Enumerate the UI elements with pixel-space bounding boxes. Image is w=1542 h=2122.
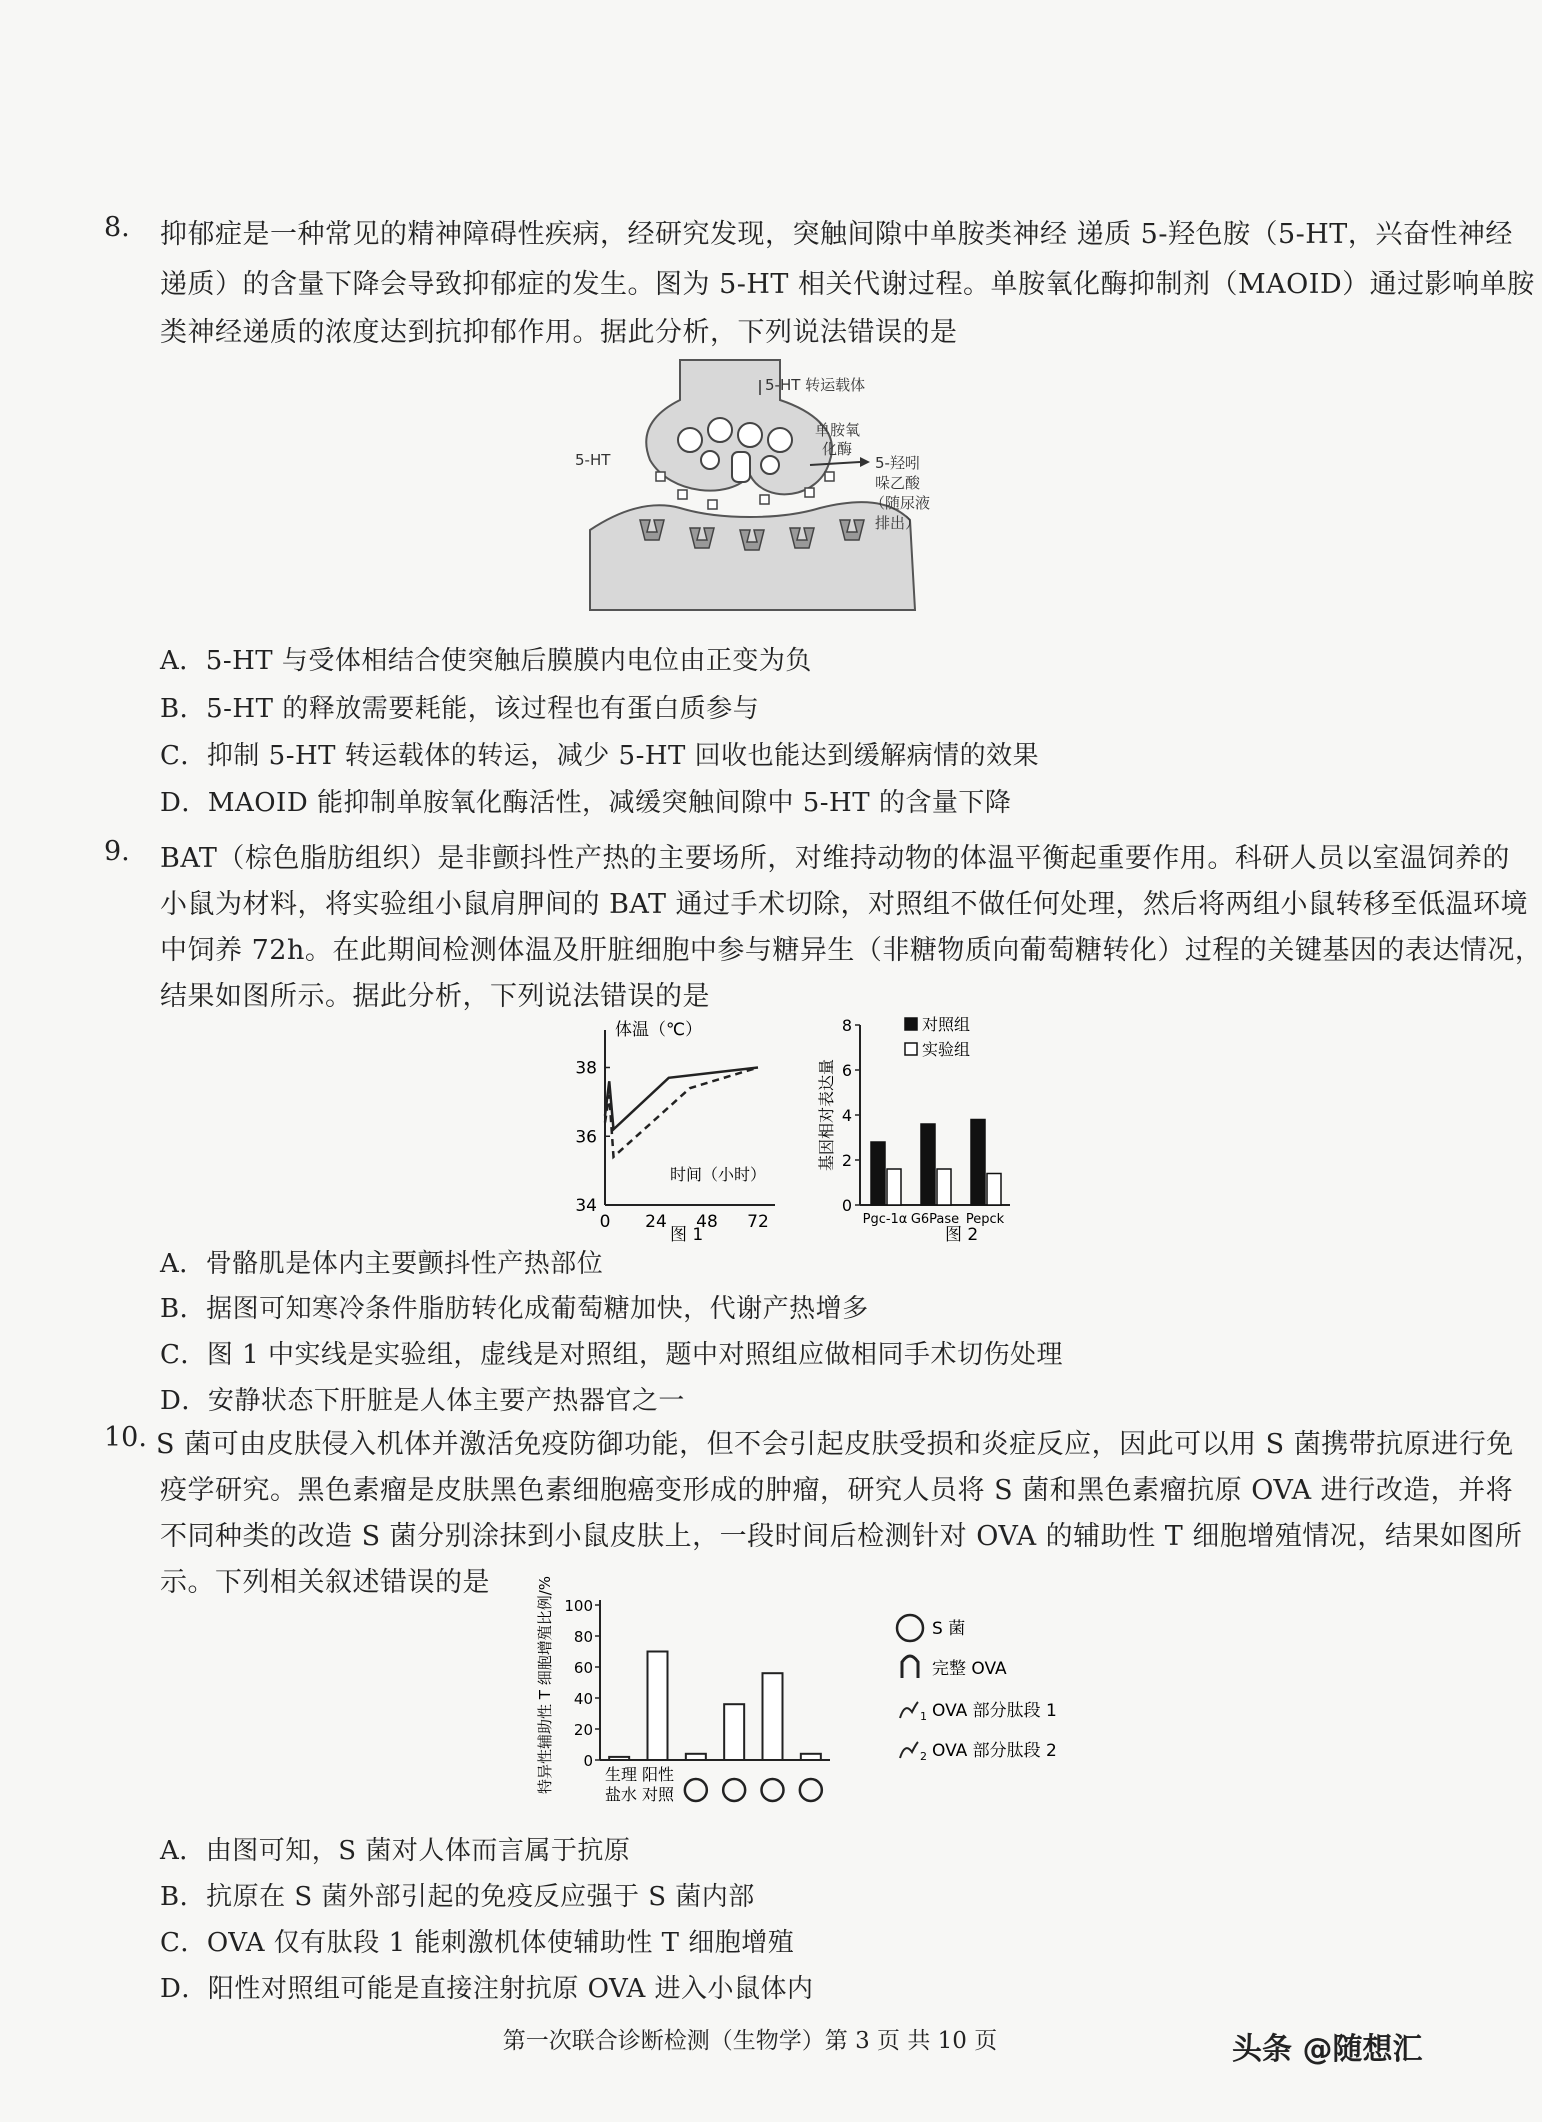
- fig3-s-bacteria-icon: [685, 1779, 707, 1801]
- x-label-positive-1: 阳性: [642, 1765, 675, 1784]
- fig3-bar: [801, 1754, 821, 1760]
- q9-line-1: BAT（棕色脂肪组织）是非颤抖性产热的主要场所，对维持动物的体温平衡起重要作用。科研人员以室温饲养的: [160, 843, 1510, 874]
- legend-p1-icon: [900, 1702, 918, 1718]
- fig2-bar-experiment: [887, 1169, 901, 1205]
- fig3-y-tick-label: 100: [564, 1597, 593, 1615]
- fig3-s-bacteria-icon: [723, 1779, 745, 1801]
- svg-text:1: 1: [920, 1710, 927, 1723]
- fig1-y-tick-label: 34: [575, 1196, 597, 1216]
- q8-option-d: D．MAOID 能抑制单胺氧化酶活性，减缓突触间隙中 5-HT 的含量下降: [160, 788, 1012, 818]
- fig3-s-bacteria-icon: [762, 1779, 784, 1801]
- legend-s-icon: [897, 1615, 923, 1641]
- fig1-series-dashed: [605, 1068, 758, 1157]
- q8-line-3: 类神经递质的浓度达到抗抑郁作用。据此分析，下列说法错误的是: [160, 317, 958, 348]
- fig1-x-tick-label: 24: [645, 1212, 667, 1232]
- fig2-legend-label: 对照组: [922, 1015, 971, 1034]
- fig3-y-tick-label: 0: [583, 1752, 593, 1770]
- legend-s: S 菌: [932, 1619, 966, 1639]
- body-temperature-chart: [560, 1010, 790, 1250]
- legend-p2-icon: [900, 1742, 918, 1758]
- postsynaptic-membrane: [590, 502, 915, 610]
- q10-line-1: S 菌可由皮肤侵入机体并激活免疫防御功能，但不会引起皮肤受损和炎症反应，因此可以用 S 菌携带抗原进行免: [156, 1429, 1514, 1460]
- q10-option-d: D．阳性对照组可能是直接注射抗原 OVA 进入小鼠体内: [160, 1974, 814, 2004]
- fig3-bar: [609, 1757, 629, 1760]
- fig2-legend-swatch: [905, 1043, 917, 1055]
- fig1-xlabel: 时间（小时）: [670, 1165, 767, 1184]
- fig1-x-tick-label: 0: [599, 1212, 611, 1232]
- fig3-y-tick-label: 40: [573, 1690, 593, 1708]
- q10-number: 10.: [104, 1422, 147, 1453]
- q10-option-c: C．OVA 仅有肽段 1 能刺激机体使辅助性 T 细胞增殖: [160, 1928, 795, 1958]
- q9-line-3: 中饲养 72h。在此期间检测体温及肝脏细胞中参与糖异生（非糖物质向葡萄糖转化）过程的关键基因的表达情况，: [160, 935, 1542, 966]
- fig2-category-label: Pgc-1α: [862, 1212, 908, 1227]
- legend-ova: 完整 OVA: [932, 1659, 1007, 1679]
- t-cell-proliferation-chart: [520, 1575, 1080, 1820]
- fig3-y-tick-label: 80: [573, 1628, 593, 1646]
- fig1-series-solid: [605, 1068, 758, 1130]
- fig1-x-tick-label: 48: [696, 1212, 718, 1232]
- q9-option-a: A．骨骼肌是体内主要颤抖性产热部位: [160, 1249, 604, 1279]
- fig2-category-label: G6Pase: [910, 1212, 960, 1227]
- q9-option-b: B．据图可知寒冷条件脂肪转化成葡萄糖加快，代谢产热增多: [160, 1294, 869, 1324]
- q10-line-3: 不同种类的改造 S 菌分别涂抹到小鼠皮肤上，一段时间后检测针对 OVA 的辅助性 T 细胞增殖情况，结果如图所: [160, 1521, 1523, 1552]
- fig3-bar: [724, 1704, 744, 1760]
- fig3-y-tick-label: 20: [573, 1721, 593, 1739]
- q9-number: 9.: [104, 836, 130, 867]
- svg-text:2: 2: [920, 1750, 927, 1763]
- x-label-saline-2: 盐水: [605, 1785, 638, 1804]
- fig1-y-tick-label: 36: [575, 1127, 597, 1148]
- q10-option-a: A．由图可知，S 菌对人体而言属于抗原: [160, 1836, 631, 1866]
- fig3-ylabel: 特异性辅助性 T 细胞增殖比例/%: [536, 1575, 554, 1795]
- legend-p2: OVA 部分肽段 2: [932, 1741, 1057, 1761]
- q8-option-b: B．5-HT 的释放需要耗能，该过程也有蛋白质参与: [160, 694, 760, 724]
- synapse-diagram: [560, 360, 980, 610]
- fig2-bar-experiment: [937, 1169, 951, 1205]
- fig2-y-tick-label: 6: [841, 1061, 852, 1080]
- fig2-bar-experiment: [987, 1174, 1001, 1206]
- label-product-3: （随尿液: [870, 494, 931, 512]
- q9-option-d: D．安静状态下肝脏是人体主要产热器官之一: [160, 1386, 685, 1416]
- fig1-ylabel: 体温（℃）: [615, 1020, 703, 1040]
- q9-line-2: 小鼠为材料，将实验组小鼠肩胛间的 BAT 通过手术切除，对照组不做任何处理，然后将两组小鼠转移至低温环境: [160, 889, 1529, 920]
- legend-p1: OVA 部分肽段 1: [932, 1701, 1057, 1721]
- label-product-4: 排出）: [875, 514, 921, 532]
- q10-option-b: B．抗原在 S 菌外部引起的免疫反应强于 S 菌内部: [160, 1882, 755, 1912]
- fig2-y-tick-label: 0: [841, 1196, 852, 1215]
- fig3-bar: [648, 1652, 668, 1761]
- watermark-brand: 头条 @随想汇: [1232, 2032, 1423, 2067]
- label-transporter: 5-HT 转运载体: [765, 376, 866, 394]
- q10-line-2: 疫学研究。黑色素瘤是皮肤黑色素细胞癌变形成的肿瘤，研究人员将 S 菌和黑色素瘤抗原 OVA 进行改造，并将: [160, 1475, 1514, 1506]
- fig2-legend-swatch: [905, 1018, 917, 1030]
- q10-line-4: 示。下列相关叙述错误的是: [160, 1567, 490, 1598]
- fig2-y-tick-label: 8: [841, 1016, 852, 1035]
- label-product-1: 5-羟吲: [875, 454, 920, 472]
- label-mao-2: 化酶: [822, 440, 853, 458]
- fig1-y-tick-label: 38: [575, 1058, 597, 1079]
- fig2-y-tick-label: 2: [841, 1151, 852, 1170]
- fig2-legend-label: 实验组: [922, 1040, 971, 1059]
- page-footer: 第一次联合诊断检测（生物学）第 3 页 共 10 页: [502, 2028, 998, 2054]
- fig3-bar: [763, 1673, 783, 1760]
- fig3-y-tick-label: 60: [573, 1659, 593, 1677]
- fig2-ylabel: 基因相对表达量: [817, 1058, 836, 1172]
- q9-line-4: 结果如图所示。据此分析，下列说法错误的是: [160, 981, 710, 1012]
- fig3-legend: [897, 1615, 1057, 1763]
- q8-line-1: 抑郁症是一种常见的精神障碍性疾病，经研究发现，突触间隙中单胺类神经 递质 5-羟色胺（5-HT，兴奋性神经: [160, 219, 1513, 250]
- fig2-category-label: Pepck: [965, 1212, 1005, 1227]
- label-mao-1: 单胺氧: [815, 421, 861, 439]
- gene-expression-chart: [817, 1010, 1020, 1250]
- x-label-saline-1: 生理: [605, 1765, 638, 1784]
- fig2-caption: 图 2: [945, 1225, 979, 1245]
- fig2-bar-control: [921, 1124, 935, 1205]
- fig3-bar: [686, 1754, 706, 1760]
- fig1-caption: 图 1: [670, 1225, 704, 1245]
- fig2-bar-control: [971, 1120, 985, 1206]
- q8-option-c: C．抑制 5-HT 转运载体的转运，减少 5-HT 回收也能达到缓解病情的效果: [160, 741, 1040, 771]
- x-label-positive-2: 对照: [642, 1785, 675, 1804]
- label-5ht: 5-HT: [575, 451, 611, 469]
- q9-option-c: C．图 1 中实线是实验组，虚线是对照组，题中对照组应做相同手术切伤处理: [160, 1340, 1063, 1370]
- label-product-2: 哚乙酸: [875, 474, 921, 492]
- q8-option-a: A．5-HT 与受体相结合使突触后膜膜内电位由正变为负: [160, 646, 812, 676]
- fig2-y-tick-label: 4: [841, 1106, 852, 1125]
- q8-line-2: 递质）的含量下降会导致抑郁症的发生。图为 5-HT 相关代谢过程。单胺氧化酶抑制剂（MAOID）通过影响单胺: [160, 269, 1535, 300]
- legend-ova-icon: [902, 1656, 918, 1678]
- fig1-x-tick-label: 72: [747, 1212, 769, 1232]
- fig3-s-bacteria-icon: [800, 1779, 822, 1801]
- q8-number: 8.: [104, 212, 130, 243]
- fig2-bar-control: [871, 1142, 885, 1205]
